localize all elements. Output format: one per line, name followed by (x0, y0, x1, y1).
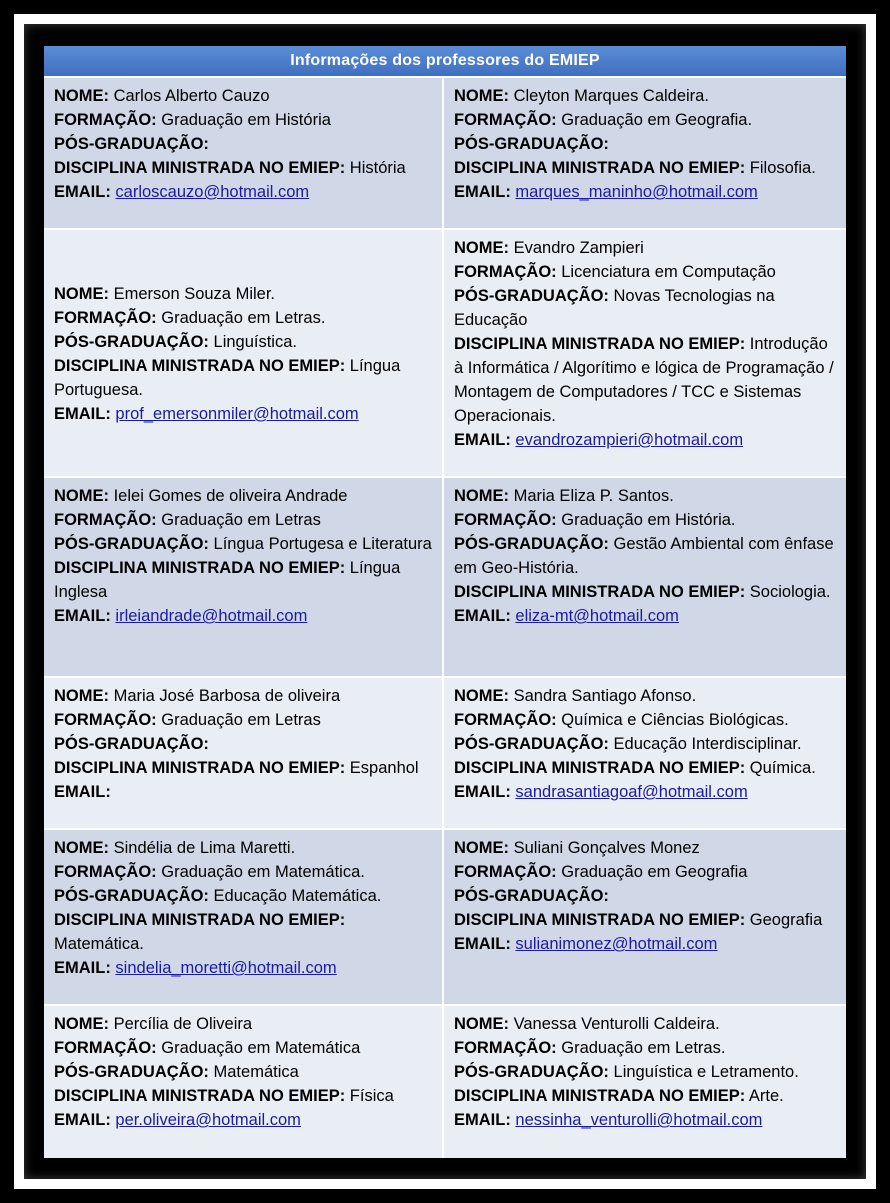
teacher-formacao: Graduação em Geografia. (561, 111, 753, 129)
teacher-disciplina: Filosofia. (749, 159, 816, 177)
teacher-name: Maria Eliza P. Santos. (513, 487, 674, 505)
teacher-name: Maria José Barbosa de oliveira (113, 687, 341, 705)
teacher-name: Vanessa Venturolli Caldeira. (513, 1015, 720, 1033)
teacher-email-link[interactable]: sindelia_moretti@hotmail.com (115, 959, 337, 977)
teacher-disciplina: História (349, 159, 406, 177)
table-row (44, 1004, 846, 1158)
teacher-disciplina: Geografia (749, 911, 823, 929)
table-header: Informações dos professores do EMIEP (44, 46, 846, 76)
teacher-pos: Linguística. (213, 333, 297, 351)
teacher-email-link[interactable]: evandrozampieri@hotmail.com (515, 431, 744, 449)
teacher-disciplina: Matemática. (54, 935, 144, 953)
teacher-name: Sindélia de Lima Maretti. (113, 839, 296, 857)
teacher-formacao: Graduação em Letras. (561, 1039, 726, 1057)
teacher-card: NOME: Carlos Alberto Cauzo FORMAÇÃO: Graduação em História PÓS-GRADUAÇÃO: DISCIPLINA MINISTRADA NO EMIEP: História EMAIL: carloscauzo@hotmail.com (44, 78, 444, 228)
teacher-email-link[interactable]: sulianimonez@hotmail.com (515, 935, 718, 953)
table-row (44, 676, 846, 828)
teacher-email-link[interactable]: nessinha_venturolli@hotmail.com (515, 1111, 763, 1129)
teacher-card: NOME: Vanessa Venturolli Caldeira. FORMAÇÃO: Graduação em Letras. PÓS-GRADUAÇÃO: Linguística e Letramento. DISCIPLINA MINISTRADA NO EMIEP: Arte. EMAIL: nessinha_venturolli@hotmail.com (444, 1006, 846, 1158)
teacher-formacao: Graduação em Matemática (161, 1039, 361, 1057)
teacher-card: NOME: Maria Eliza P. Santos. FORMAÇÃO: Graduação em História. PÓS-GRADUAÇÃO: Gestão Ambiental com ênfase em Geo-História. DISCIPLINA MINISTRADA NO EMIEP: Sociologia. EMAIL: eliza-mt@hotmail.com (444, 478, 846, 676)
teacher-card: NOME: Ielei Gomes de oliveira Andrade FORMAÇÃO: Graduação em Letras PÓS-GRADUAÇÃO: Língua Portugesa e Literatura DISCIPLINA MINISTRADA NO EMIEP: Língua Inglesa EMAIL: irleiandrade@hotmail.com (44, 478, 444, 676)
teacher-email-link[interactable]: marques_maninho@hotmail.com (515, 183, 758, 201)
teacher-email-link[interactable]: carloscauzo@hotmail.com (115, 183, 310, 201)
teacher-formacao: Graduação em Letras (161, 711, 321, 729)
teacher-email-link[interactable]: per.oliveira@hotmail.com (115, 1111, 301, 1129)
table-row (44, 476, 846, 676)
teacher-pos: Linguística e Letramento. (613, 1063, 799, 1081)
teacher-card: NOME: Maria José Barbosa de oliveira FORMAÇÃO: Graduação em Letras PÓS-GRADUAÇÃO: DISCIPLINA MINISTRADA NO EMIEP: Espanhol EMAIL: (44, 678, 444, 828)
teacher-disciplina: Língua Inglesa (54, 559, 401, 601)
teacher-formacao: Graduação em Letras (161, 511, 321, 529)
teacher-pos: Novas Tecnologias na Educação (454, 287, 775, 329)
teacher-name: Cleyton Marques Caldeira. (513, 87, 709, 105)
teacher-formacao: Graduação em Matemática. (161, 863, 365, 881)
teacher-formacao: Graduação em História (161, 111, 331, 129)
teacher-card: NOME: Cleyton Marques Caldeira. FORMAÇÃO: Graduação em Geografia. PÓS-GRADUAÇÃO: DISCIPLINA MINISTRADA NO EMIEP: Filosofia. EMAIL: marques_maninho@hotmail.com (444, 78, 846, 228)
teacher-card: NOME: Suliani Gonçalves Monez FORMAÇÃO: Graduação em Geografia PÓS-GRADUAÇÃO: DISCIPLINA MINISTRADA NO EMIEP: Geografia EMAIL: sulianimonez@hotmail.com (444, 830, 846, 1004)
teacher-formacao: Graduação em Geografia (561, 863, 748, 881)
teacher-email-link[interactable]: irleiandrade@hotmail.com (115, 607, 308, 625)
teacher-email-link[interactable]: eliza-mt@hotmail.com (515, 607, 679, 625)
teacher-card: NOME: Sandra Santiago Afonso. FORMAÇÃO: Química e Ciências Biológicas. PÓS-GRADUAÇÃO: Educação Interdisciplinar. DISCIPLINA MINISTRADA NO EMIEP: Química. EMAIL: sandrasantiagoaf@hotmail.com (444, 678, 846, 828)
table-row (44, 76, 846, 228)
teacher-name: Percília de Oliveira (113, 1015, 253, 1033)
teachers-table (44, 46, 846, 1158)
teacher-disciplina: Língua Portuguesa. (54, 357, 401, 399)
teacher-disciplina: Introdução à Informática / Algorítimo e lógica de Programação / Montagem de Computadores / TCC e Sistemas Operacionais. (454, 335, 834, 425)
teacher-name: Carlos Alberto Cauzo (113, 87, 270, 105)
teacher-disciplina: Física (349, 1087, 394, 1105)
teacher-pos: Educação Interdisciplinar. (613, 735, 802, 753)
teacher-pos: Língua Portugesa e Literatura (213, 535, 432, 553)
teacher-name: Ielei Gomes de oliveira Andrade (113, 487, 348, 505)
table-row (44, 228, 846, 476)
teacher-name: Emerson Souza Miler. (113, 285, 275, 303)
table-row (44, 828, 846, 1004)
teacher-disciplina: Sociologia. (749, 583, 831, 601)
teacher-card: NOME: Sindélia de Lima Maretti. FORMAÇÃO: Graduação em Matemática. PÓS-GRADUAÇÃO: Educação Matemática. DISCIPLINA MINISTRADA NO EMIEP: Matemática. EMAIL: sindelia_moretti@hotmail.com (44, 830, 444, 1004)
teacher-card: NOME: Percília de Oliveira FORMAÇÃO: Graduação em Matemática PÓS-GRADUAÇÃO: Matemática DISCIPLINA MINISTRADA NO EMIEP: Física EMAIL: per.oliveira@hotmail.com (44, 1006, 444, 1158)
teacher-formacao: Química e Ciências Biológicas. (561, 711, 789, 729)
teacher-disciplina: Espanhol (349, 759, 419, 777)
teacher-email-link[interactable]: prof_emersonmiler@hotmail.com (115, 405, 359, 423)
teacher-card: NOME: Evandro Zampieri FORMAÇÃO: Licenciatura em Computação PÓS-GRADUAÇÃO: Novas Tecnologias na Educação DISCIPLINA MINISTRADA NO EMIEP: Introdução à Informática / Algorítimo e lógica de Programação / Montagem de Computadores / TCC e Sistemas Operacionais. EMAIL: evandrozampieri@hotmail.com (444, 230, 846, 476)
teacher-pos: Gestão Ambiental com ênfase em Geo-História. (454, 535, 834, 577)
teacher-email-link[interactable]: sandrasantiagoaf@hotmail.com (515, 783, 748, 801)
teacher-pos: Matemática (213, 1063, 299, 1081)
teacher-disciplina: Arte. (748, 1087, 784, 1105)
teacher-card: NOME: Emerson Souza Miler. FORMAÇÃO: Graduação em Letras. PÓS-GRADUAÇÃO: Linguística. DISCIPLINA MINISTRADA NO EMIEP: Língua Portuguesa. EMAIL: prof_emersonmiler@hotmail.com (44, 230, 444, 476)
teacher-formacao: Graduação em Letras. (161, 309, 326, 327)
teacher-pos: Educação Matemática. (213, 887, 382, 905)
teacher-disciplina: Química. (749, 759, 816, 777)
teacher-formacao: Graduação em História. (561, 511, 736, 529)
teacher-formacao: Licenciatura em Computação (561, 263, 776, 281)
teacher-name: Sandra Santiago Afonso. (513, 687, 697, 705)
teacher-name: Suliani Gonçalves Monez (513, 839, 700, 857)
teacher-name: Evandro Zampieri (513, 239, 644, 257)
